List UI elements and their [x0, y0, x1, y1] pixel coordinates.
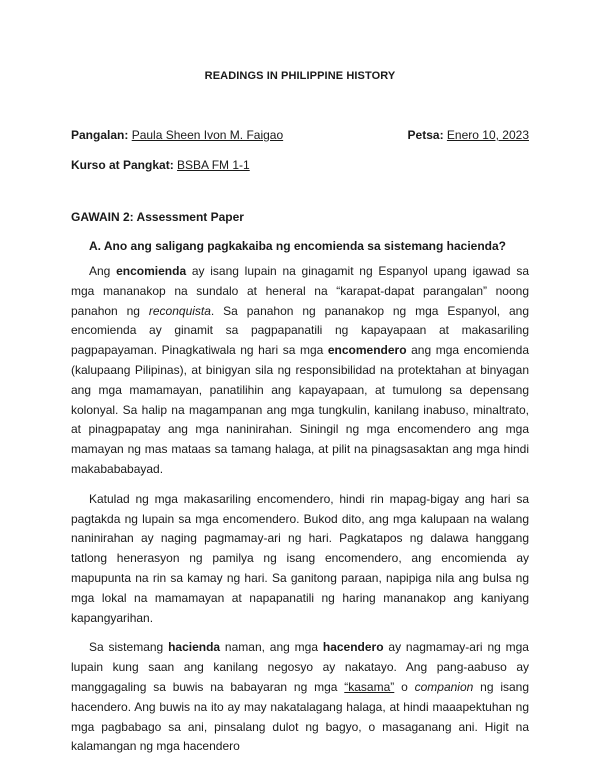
date-field: [408, 128, 529, 142]
name-date-row: [71, 128, 529, 142]
date-label: Petsa:: [407, 128, 444, 142]
p3-text-5: ng isang hacendero. Ang buwis na ito ay may nakatalagang halaga, at hindi maaapektuhan ng mga pagbabago sa ani, pinsalang dulot ng bagyo, o masaganang ani. Higit na kalamangan ng mga hacendero: [71, 679, 530, 754]
p3-text-3: ay nagmamay-ari ng mga lupain kung saan ang kanilang negosyo ay nakatayo. Ang pang-aabuso ay manggagaling sa buwis na babayaran ng mga: [71, 640, 529, 694]
p3-text-2: naman, ang mga: [220, 640, 323, 655]
p3-text-1: Sa sistemang: [89, 640, 169, 655]
course-label: Kurso at Pangkat:: [71, 158, 174, 172]
name-value: Paula Sheen Ivon M. Faigao: [131, 128, 284, 142]
paragraph-2: Katulad ng mga makasariling encomendero, hindi rin mapag-bigay ang hari sa pagtakda ng lupain sa mga encomendero. Bukod dito, ang mga kalupaan na walang naninirahan ay naging pagmamay-ari ng hari. Pagkatapos ng dalawa hanggang tatlong henerasyon ng pamilya ng isang encomendero, ang encomienda ay mapupunta na rin sa kamay ng hari. Sa ganitong paraan, napipiga nila ang bulsa ng mga lokal na mamamayan at napapanatili ng haring mananakop ang kaniyang kapangyarihan.: [71, 491, 529, 625]
p3-text-4: o: [394, 679, 415, 694]
date-value: Enero 10, 2023: [446, 128, 529, 142]
term-kasama: “kasama”: [344, 679, 395, 694]
term-hacendero: hacendero: [322, 640, 384, 655]
course-row: [71, 158, 529, 172]
p1-text-2: ay isang lupain na ginagamit ng Espanyol upang igawad sa mga mananakop na sundalo at heneral na “karapat-dapat parangalan” noong panahon ng: [71, 264, 530, 318]
paragraph-3: [71, 638, 529, 757]
course-value: BSBA FM 1-1: [177, 158, 250, 172]
term-encomienda: encomienda: [116, 264, 187, 278]
activity-title: GAWAIN 2: Assessment Paper: [71, 210, 244, 224]
p1-text-1: Ang: [89, 264, 117, 278]
term-reconquista: reconquista: [148, 303, 211, 318]
p1-text-4: ang mga encomienda (kalupaang Pilipinas), at binigyan sila ng responsibilidad na protektahan at binyagan ang mga mamamayan, panatilihin ang kapayapaan, at tumulong sa depensang kolonyal. Sa halip na magampanan ang mga tungkulin, kanilang inabuso, minaltrato, at pinagpapatay ang mga naninirahan. Siningil ng mga encomendero ang mga mamayan ng mas mataas sa tamang halaga, at pilit na pinagsasaktan ang mga hindi makabababayad.: [71, 343, 529, 476]
question-heading: A. Ano ang saligang pagkakaiba ng encomienda sa sistemang hacienda?: [89, 239, 506, 253]
paragraph-1: [71, 262, 529, 480]
name-label: Pangalan:: [71, 128, 129, 142]
term-hacienda: hacienda: [168, 640, 221, 655]
term-companion: companion: [414, 679, 474, 694]
body-text: [71, 262, 529, 767]
p1-text-3: . Sa panahon ng pananakop ng mga Espanyol, ang encomienda ay ginamit sa pagpapanatili ng kapayapaan at makasariling pagpapayaman. Pinagkatiwala ng hari sa mga: [71, 303, 529, 358]
term-encomendero: encomendero: [327, 343, 407, 358]
document-title: READINGS IN PHILIPPINE HISTORY: [204, 70, 396, 82]
